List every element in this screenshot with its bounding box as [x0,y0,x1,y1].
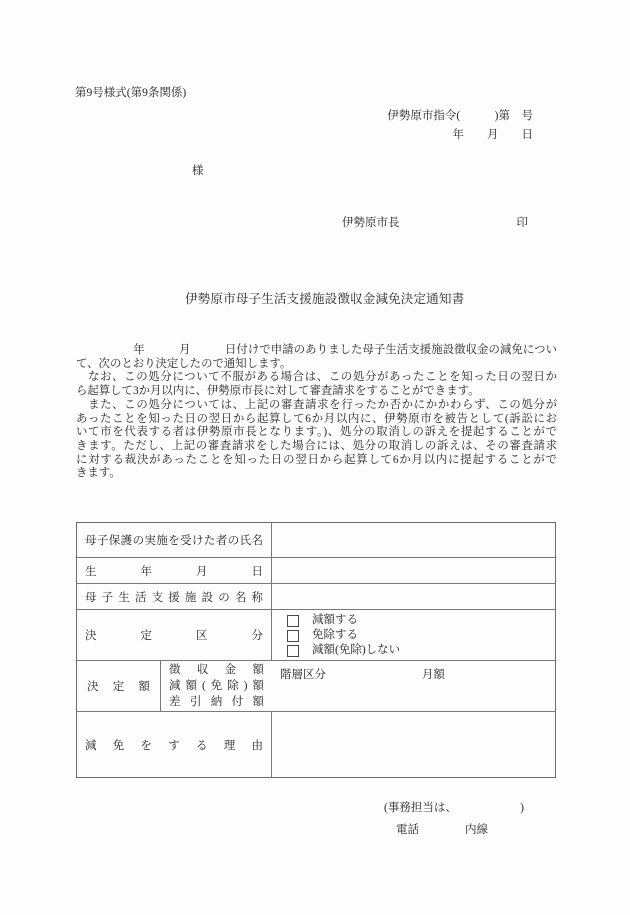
reduction-amount-label: 減額(免除)額 [169,680,264,692]
issuer-row [342,214,528,230]
decision-amount-label-cell [77,661,272,712]
form-number-label: 第9号様式(第9条関係) [75,87,187,99]
issue-date-line: 年 月 日 [452,128,533,141]
reduction-reason-value-cell [272,712,555,777]
notice-body [76,344,557,481]
body-line: なお、この処分について不服がある場合は、この処分があったことを知った日の翌日か [76,371,557,384]
birth-date-label-cell [77,558,272,584]
seal-mark: 印 [516,217,528,229]
facility-name-value-cell [272,584,555,610]
decision-amount-label-box [77,661,161,711]
facility-name-label: 母子生活支援施設の名称 [85,591,263,604]
directive-number-line: 伊勢原市指令( )第 号 [387,110,533,122]
admin-contact-note: (事務担当は、 ) [384,802,524,814]
decision-option-label: 減額(免除)しない [312,644,401,656]
tier-category-label: 階層区分 [280,669,326,681]
checkbox-icon [287,630,299,642]
body-line: ら起算して3か月以内に、伊勢原市長に対して審査請求をすることができます。 [76,385,480,398]
net-payment-label: 差引納付額 [169,696,264,708]
reduction-reason-label: 減免をする理由 [85,739,263,752]
body-line: きます。 [76,467,121,480]
reduction-reason-label-cell [77,712,272,777]
decision-category-value-cell [272,610,555,661]
monthly-amount-label: 月額 [421,669,445,681]
issuer-name: 伊勢原市長 [342,217,400,229]
recipient-name-value-cell [272,523,555,558]
decision-table [76,522,556,778]
decision-option [287,628,555,643]
body-line: きます。ただし、上記の審査請求をした場合には、処分の取消しの訴えは、その審査請求 [76,439,557,452]
facility-name-label-cell [77,584,272,610]
checkbox-icon [287,645,299,657]
decision-option-label: 免除する [312,629,358,641]
addressee-suffix: 様 [192,165,204,177]
recipient-name-label: 母子保護の実施を受けた者の氏名 [85,535,263,547]
decision-amount-sublabels [161,661,272,711]
decision-category-label: 決定区分 [85,630,263,642]
body-line: て、次のとおり決定したので通知します。 [76,357,292,370]
collection-amount-label: 徴収金額 [169,664,264,676]
decision-category-label-cell [77,610,272,661]
body-line: あったことを知った日の翌日から起算して6か月以内に、伊勢原市を被告として(訴訟にお [76,412,557,425]
decision-amount-label: 決定額 [87,681,150,693]
body-line: いて市を代表する者は伊勢原市長となります。)、処分の取消しの訴えを提起することがで [76,426,557,439]
decision-option-label: 減額する [312,614,358,626]
body-line: 年 月 日付けで申請のありました母子生活支援施設徴収金の減免につい [76,344,557,356]
decision-option [287,613,555,628]
birth-date-label: 生年月日 [85,565,263,578]
phone-extension-line: 電話 内線 [396,824,488,836]
decision-amount-value-cell [272,661,555,712]
document-title: 伊勢原市母子生活支援施設徴収金減免決定通知書 [185,292,465,306]
checkbox-icon [287,615,299,627]
decision-option [287,643,555,658]
directive-block [387,107,533,144]
recipient-name-label-cell [77,523,272,558]
body-line: また、この処分については、上記の審査請求を行ったか否かにかかわらず、この処分が [76,398,557,411]
birth-date-value-cell [272,558,555,584]
body-line: に対する裁決があったことを知った日の翌日から起算して6か月以内に提起することがで [76,453,557,466]
